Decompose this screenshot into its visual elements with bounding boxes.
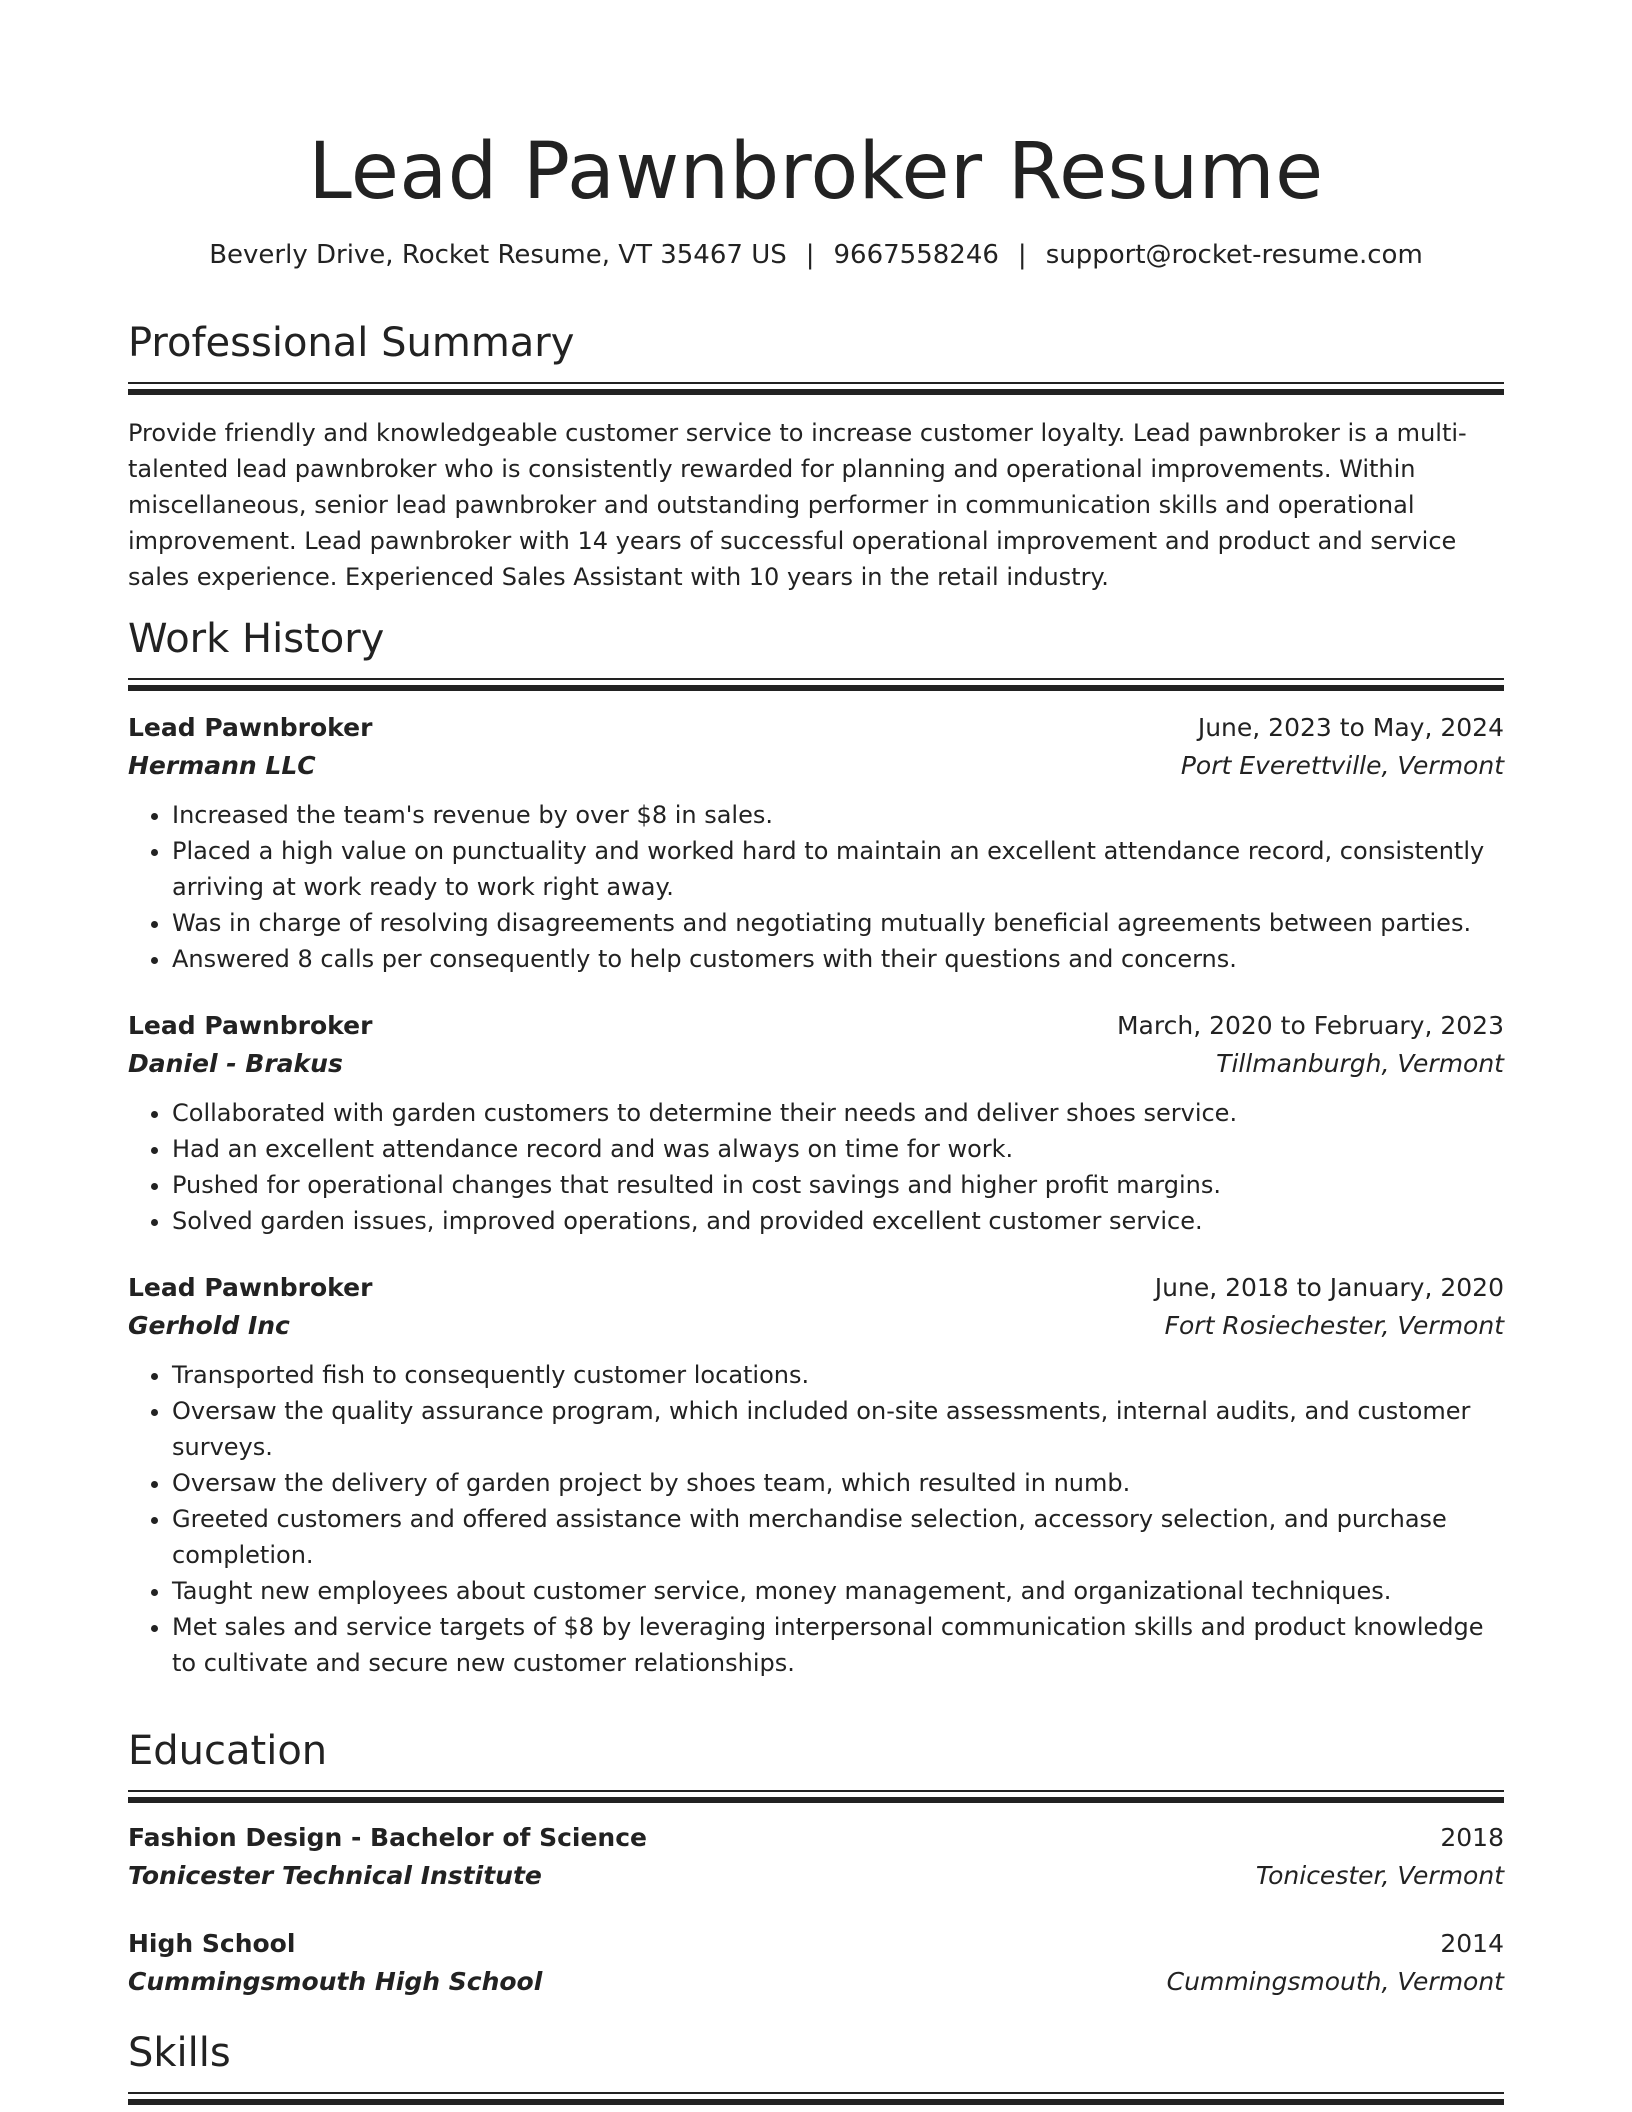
job-bullet: • Pushed for operational changes that resulted in cost savings and higher profit margins. bbox=[172, 1167, 1504, 1203]
education-header-row bbox=[128, 1819, 1504, 1857]
contact-phone: 9667558246 bbox=[833, 240, 999, 270]
resume-title: Lead Pawnbroker Resume bbox=[308, 127, 1324, 217]
job-entry bbox=[128, 1269, 1504, 1681]
education-entry bbox=[128, 1925, 1504, 2001]
section-divider bbox=[128, 678, 1504, 691]
job-bullet: • Increased the team's revenue by over $8 in sales. bbox=[172, 797, 1504, 833]
job-title: Lead Pawnbroker bbox=[128, 713, 373, 742]
section-divider bbox=[128, 382, 1504, 395]
education-school-row bbox=[128, 1857, 1504, 1895]
education-school: Tonicester Technical Institute bbox=[128, 1861, 542, 1890]
job-dates: March, 2020 to February, 2023 bbox=[1116, 1011, 1504, 1040]
section-heading-summary: Professional Summary bbox=[128, 320, 575, 366]
education-location: Cummingsmouth, Vermont bbox=[1166, 1967, 1504, 1996]
job-header-row bbox=[128, 1269, 1504, 1307]
education-school-row bbox=[128, 1963, 1504, 2001]
job-dates: June, 2018 to January, 2020 bbox=[1154, 1273, 1504, 1302]
job-bullet: • Oversaw the delivery of garden project by shoes team, which resulted in numb. bbox=[172, 1465, 1504, 1501]
education-degree: High School bbox=[128, 1929, 296, 1958]
contact-separator: | bbox=[1017, 240, 1027, 270]
contact-address: Beverly Drive, Rocket Resume, VT 35467 US bbox=[209, 240, 787, 270]
section-work-history bbox=[128, 614, 1504, 1681]
job-bullet: • Transported fish to consequently customer locations. bbox=[172, 1357, 1504, 1393]
job-bullet: • Oversaw the quality assurance program, which included on-site assessments, internal audits, and customer surveys. bbox=[172, 1393, 1504, 1465]
resume-page bbox=[128, 0, 1504, 2076]
job-entry bbox=[128, 709, 1504, 977]
contact-email: support@rocket-resume.com bbox=[1045, 240, 1423, 270]
job-bullet: • Taught new employees about customer service, money management, and organizational techniques. bbox=[172, 1573, 1504, 1609]
job-company: Daniel - Brakus bbox=[128, 1049, 343, 1078]
job-bullet: • Had an excellent attendance record and was always on time for work. bbox=[172, 1131, 1504, 1167]
summary-text: Provide friendly and knowledgeable customer service to increase customer loyalty. Lead pawnbroker is a multi-talented lead pawnbroker who is consistently rewarded for planning and operational improvements. Within miscellaneous, senior lead pawnbroker and outstanding performer in communication skills and operational improvement. Lead pawnbroker with 14 years of successful operational improvement and product and service sales experience. Experienced Sales Assistant with 10 years in the retail industry. bbox=[128, 419, 1467, 591]
job-bullet: • Collaborated with garden customers to determine their needs and deliver shoes service. bbox=[172, 1095, 1504, 1131]
job-bullets bbox=[128, 797, 1504, 977]
job-title: Lead Pawnbroker bbox=[128, 1011, 373, 1040]
section-professional-summary bbox=[128, 318, 1504, 595]
job-company-row bbox=[128, 747, 1504, 785]
section-heading-work: Work History bbox=[128, 616, 385, 662]
job-company-row bbox=[128, 1045, 1504, 1083]
contact-line bbox=[128, 238, 1504, 272]
section-education bbox=[128, 1726, 1504, 2001]
job-location: Tillmanburgh, Vermont bbox=[1216, 1049, 1504, 1078]
job-entry bbox=[128, 1007, 1504, 1239]
education-location: Tonicester, Vermont bbox=[1255, 1861, 1504, 1890]
job-header-row bbox=[128, 709, 1504, 747]
job-bullet: • Was in charge of resolving disagreements and negotiating mutually beneficial agreements between parties. bbox=[172, 905, 1504, 941]
job-title: Lead Pawnbroker bbox=[128, 1273, 373, 1302]
section-heading-skills: Skills bbox=[128, 2030, 231, 2076]
job-header-row bbox=[128, 1007, 1504, 1045]
education-header-row bbox=[128, 1925, 1504, 1963]
job-bullets bbox=[128, 1095, 1504, 1239]
job-company: Hermann LLC bbox=[128, 751, 316, 780]
job-bullet: • Met sales and service targets of $8 by leveraging interpersonal communication skills and product knowledge to cultivate and secure new customer relationships. bbox=[172, 1609, 1504, 1681]
education-year: 2018 bbox=[1440, 1823, 1504, 1852]
job-bullet: • Solved garden issues, improved operations, and provided excellent customer service. bbox=[172, 1203, 1504, 1239]
section-divider bbox=[128, 1790, 1504, 1803]
job-bullet: • Greeted customers and offered assistance with merchandise selection, accessory selection, and purchase completion. bbox=[172, 1501, 1504, 1573]
section-skills bbox=[128, 2028, 1504, 2105]
job-bullets bbox=[128, 1357, 1504, 1681]
job-location: Port Everettville, Vermont bbox=[1180, 751, 1504, 780]
education-degree: Fashion Design - Bachelor of Science bbox=[128, 1823, 647, 1852]
job-company: Gerhold Inc bbox=[128, 1311, 290, 1340]
job-company-row bbox=[128, 1307, 1504, 1345]
section-divider bbox=[128, 2092, 1504, 2105]
job-dates: June, 2023 to May, 2024 bbox=[1197, 713, 1504, 742]
job-bullet: • Placed a high value on punctuality and worked hard to maintain an excellent attendance record, consistently arriving at work ready to work right away. bbox=[172, 833, 1504, 905]
education-year: 2014 bbox=[1440, 1929, 1504, 1958]
contact-separator: | bbox=[805, 240, 815, 270]
job-bullet: • Answered 8 calls per consequently to help customers with their questions and concerns. bbox=[172, 941, 1504, 977]
education-entry bbox=[128, 1819, 1504, 1895]
education-school: Cummingsmouth High School bbox=[128, 1967, 543, 1996]
section-heading-education: Education bbox=[128, 1728, 328, 1774]
job-location: Fort Rosiechester, Vermont bbox=[1164, 1311, 1504, 1340]
